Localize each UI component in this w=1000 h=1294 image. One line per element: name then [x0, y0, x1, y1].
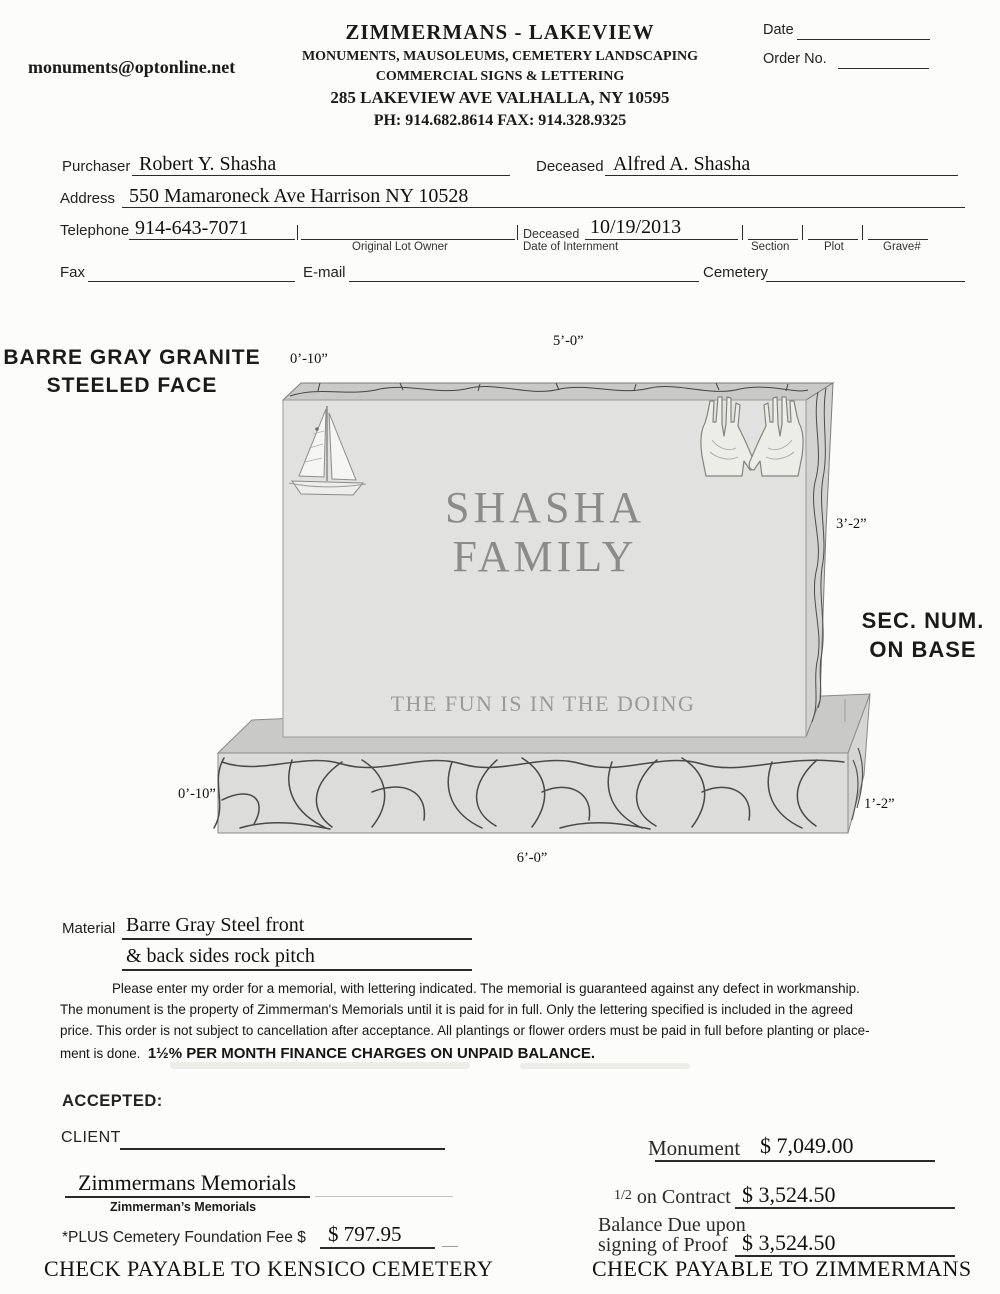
- half-contract-label-text: on Contract: [636, 1186, 731, 1208]
- material-value-line1: Barre Gray Steel front: [126, 914, 305, 936]
- family-name-engraving-line1: SHASHA: [444, 483, 646, 532]
- purchaser-label: Purchaser: [62, 158, 131, 175]
- scan-artifact: [520, 1063, 690, 1069]
- deceased-label: Deceased: [536, 158, 604, 175]
- company-street: 285 LAKEVIEW AVE VALHALLA, NY 10595: [330, 88, 670, 107]
- purchaser-value: Robert Y. Shasha: [139, 153, 277, 175]
- half-contract-amount: $ 3,524.50: [742, 1182, 836, 1207]
- date-label: Date: [763, 22, 794, 38]
- scan-mark: [442, 1246, 458, 1247]
- fax-line: [88, 281, 295, 282]
- cemetery-label: Cemetery: [703, 264, 769, 281]
- separator: [862, 225, 863, 240]
- terms-line-4-text: ment is done.: [60, 1045, 141, 1061]
- balance-due-line2: signing of Proof: [598, 1234, 728, 1256]
- sec-num-line2: ON BASE: [869, 637, 977, 663]
- monument-price-label: Monument: [648, 1136, 741, 1160]
- balance-amount: $ 3,524.50: [742, 1230, 836, 1255]
- cemetery-line: [766, 281, 965, 282]
- internment-date-value: 10/19/2013: [590, 216, 682, 238]
- purchaser-line: [132, 175, 510, 176]
- sec-num-line1: SEC. NUM.: [861, 608, 985, 633]
- dealer-signature: Zimmermans Memorials: [78, 1170, 297, 1195]
- check-payable-kensico: CHECK PAYABLE TO KENSICO CEMETERY: [44, 1256, 494, 1281]
- dim-top-thickness: 0’-10”: [290, 351, 328, 367]
- monument-drawing: [0, 330, 1000, 880]
- plot-label: Plot: [824, 241, 844, 253]
- balance-due-label: [598, 1215, 746, 1255]
- terms-paragraph: [60, 978, 950, 1065]
- telephone-label: Telephone: [60, 222, 130, 239]
- date-line: [797, 39, 930, 40]
- company-name: ZIMMERMANS - LAKEVIEW: [345, 20, 655, 44]
- deceased-value: Alfred A. Shasha: [613, 153, 751, 175]
- email-line: [349, 281, 699, 282]
- material-label: Material: [62, 920, 116, 937]
- company-subtitle-1: MONUMENTS, MAUSOLEUMS, CEMETERY LANDSCAPING: [301, 49, 699, 64]
- stone-spec-line1: BARRE GRAY GRANITE: [3, 346, 261, 369]
- address-line: [122, 207, 965, 208]
- dim-base-thickness: 1’-2”: [864, 796, 895, 812]
- dim-tablet-height: 3’-2”: [836, 516, 867, 532]
- date-of-internment-label: Date of Internment: [523, 241, 619, 253]
- separator: [742, 225, 743, 240]
- dealer-signature-caption: Zimmerman’s Memorials: [110, 1200, 257, 1214]
- foundation-fee-label: *PLUS Cemetery Foundation Fee $: [62, 1229, 306, 1246]
- scan-artifact: [170, 1062, 470, 1069]
- terms-line-3: price. This order is not subject to cancellation after acceptance. All plantings or flower orders must be paid in full before planting or place-: [60, 1023, 870, 1039]
- email-label: E-mail: [303, 264, 346, 281]
- deceased-date-label: Deceased: [523, 227, 580, 241]
- half-fraction: 1/2: [614, 1188, 632, 1203]
- grave-label: Grave#: [883, 241, 921, 253]
- check-payable-zimmermans: CHECK PAYABLE TO ZIMMERMANS: [592, 1256, 972, 1281]
- half-contract-line: [735, 1207, 955, 1209]
- plot-line: [808, 239, 858, 240]
- epitaph-engraving: THE FUN IS IN THE DOING: [390, 691, 696, 716]
- foundation-fee-value: $ 797.95: [328, 1222, 402, 1246]
- fax-label: Fax: [60, 264, 86, 281]
- order-no-line: [838, 68, 929, 69]
- family-name-engraving-line2: FAMILY: [452, 532, 638, 581]
- telephone-value: 914-643-7071: [135, 217, 249, 239]
- dealer-signature-line: [65, 1196, 310, 1198]
- separator: [517, 225, 518, 240]
- dim-base-height: 0’-10”: [178, 786, 216, 802]
- monument-amount: $ 7,049.00: [760, 1133, 854, 1158]
- material-line-1: [122, 938, 472, 940]
- material-value-line2: & back sides rock pitch: [126, 945, 315, 967]
- client-signature-line: [120, 1148, 445, 1150]
- company-email: monuments@optonline.net: [28, 57, 236, 77]
- material-line-2: [122, 969, 472, 971]
- dealer-signature-line-faint: [315, 1196, 453, 1197]
- original-lot-owner-label: Original Lot Owner: [352, 241, 448, 253]
- internment-date-line: [585, 239, 738, 240]
- dim-base-width: 6’-0”: [516, 850, 548, 866]
- balance-due-line1: Balance Due upon: [598, 1214, 746, 1236]
- section-line: [748, 239, 798, 240]
- stone-spec-line2: STEELED FACE: [46, 373, 218, 397]
- client-label: CLIENT: [61, 1129, 121, 1146]
- accepted-heading: ACCEPTED:: [62, 1092, 163, 1110]
- section-label: Section: [751, 241, 790, 253]
- monument-amount-line: [655, 1160, 935, 1162]
- original-lot-owner-line: [301, 239, 515, 240]
- tablet-right-edge: [806, 383, 833, 737]
- grave-line: [868, 239, 928, 240]
- company-phone-fax: PH: 914.682.8614 FAX: 914.328.9325: [373, 112, 627, 129]
- finance-charge-notice: 1½% PER MONTH FINANCE CHARGES ON UNPAID BALANCE.: [147, 1044, 596, 1062]
- address-label: Address: [60, 190, 116, 207]
- company-header: [270, 20, 730, 130]
- deceased-line: [605, 175, 958, 176]
- terms-line-1: Please enter my order for a memorial, with lettering indicated. The memorial is guaranteed against any defect in workmanship.: [112, 981, 860, 996]
- separator: [802, 225, 803, 240]
- address-value: 550 Mamaroneck Ave Harrison NY 10528: [129, 185, 469, 207]
- terms-line-2: The monument is the property of Zimmerman's Memorials until it is paid for in full. Only the lettering specified is included in the agreed: [60, 1002, 853, 1018]
- company-subtitle-2: COMMERCIAL SIGNS & LETTERING: [375, 69, 625, 84]
- dim-tablet-width: 5’-0”: [553, 333, 584, 349]
- half-contract-label: [614, 1186, 731, 1209]
- order-no-label: Order No.: [763, 51, 827, 67]
- foundation-fee-line: [320, 1247, 435, 1249]
- separator: [297, 225, 298, 240]
- telephone-line: [129, 239, 295, 240]
